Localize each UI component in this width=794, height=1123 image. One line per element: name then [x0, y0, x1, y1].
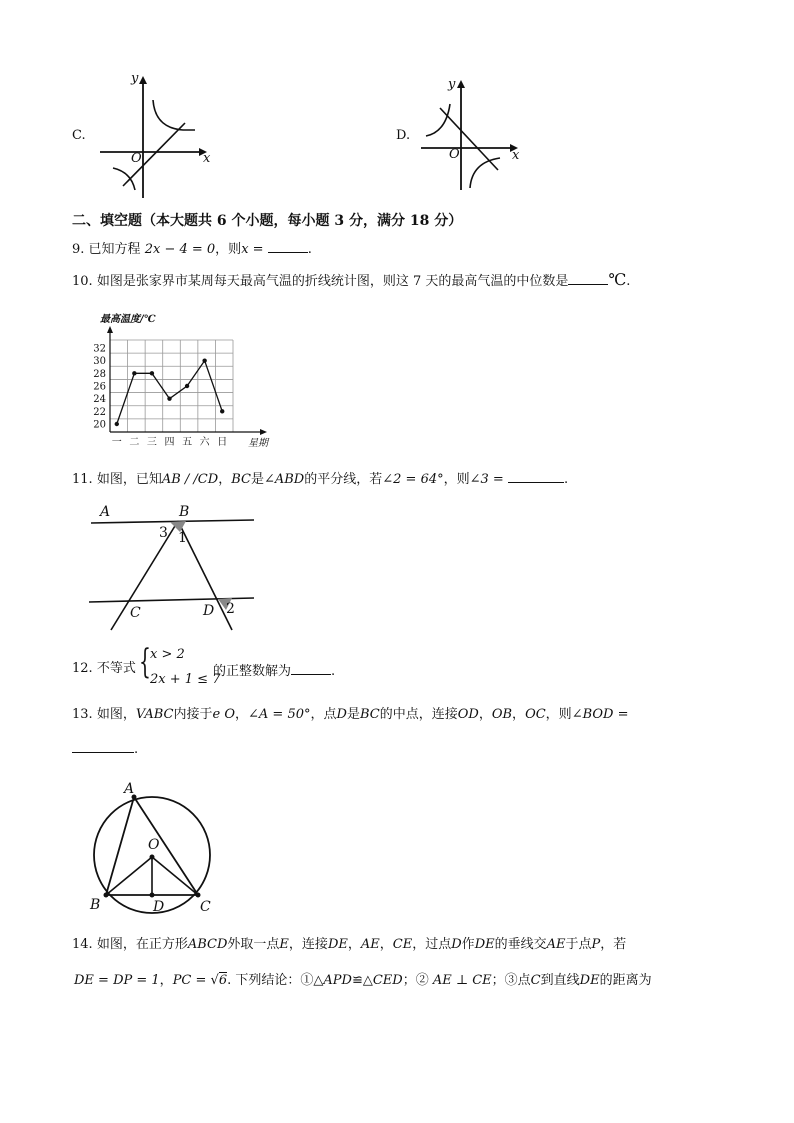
q14-ce: CE [392, 937, 413, 952]
q9-text-b: ，则 [215, 242, 242, 257]
question-14-line-1 [72, 938, 626, 951]
y-axis-arrow [457, 80, 465, 88]
q12-number: 12. [72, 661, 93, 676]
q13-answer-blank[interactable] [72, 740, 134, 753]
q14-apd: APD [323, 973, 352, 988]
label-o: O [148, 837, 160, 853]
x-tick-label: 一 [111, 437, 122, 448]
q13-text-b: 内接于 [173, 707, 213, 722]
q12-number-text [72, 662, 136, 675]
q14-de: DE [327, 937, 348, 952]
q11-sep: ， [218, 472, 232, 487]
q11-end: . [563, 472, 569, 487]
q12-text-a: 不等式 [96, 661, 136, 676]
data-point [132, 371, 136, 375]
q13-blank-line [72, 740, 138, 756]
q9-end: . [307, 242, 312, 257]
y-label: y [448, 77, 456, 92]
q9-variable: x = [241, 242, 264, 257]
q12-ineq-1: x > 2 [150, 647, 185, 662]
hyperbola-upper [153, 100, 195, 130]
q14-ae: AE [546, 937, 566, 952]
section-heading: 二、填空题（本大题共 6 个小题，每小题 3 分，满分 18 分） [72, 213, 463, 229]
q13-bc: BC [359, 707, 380, 722]
q12-ineq-2: 2x + 1 ≤ 7 [150, 672, 221, 687]
q12-end: . [331, 664, 336, 679]
graph-d [418, 74, 528, 194]
label-1: 1 [178, 530, 187, 546]
question-13 [72, 708, 628, 721]
data-point [115, 422, 119, 426]
q13-circle: e O [212, 707, 235, 722]
point-d [150, 893, 155, 898]
y-axis-arrow [107, 326, 113, 333]
q14-text: 外取一点 [227, 937, 280, 952]
q13-text-f: ，则 [545, 707, 572, 722]
q14-sep: ， [379, 937, 393, 952]
q13-given: ∠A = 50° [248, 707, 311, 722]
q14-de: DE [579, 973, 600, 988]
y-label: y [131, 71, 139, 86]
label-d: D [153, 899, 165, 915]
q11-angle: ∠ABD [263, 472, 305, 487]
q13-od: OD [457, 707, 479, 722]
hyperbola-lower [113, 168, 135, 190]
label-3: 3 [159, 525, 168, 541]
q12-answer-blank[interactable] [291, 662, 331, 675]
y-tick-label: 28 [93, 368, 106, 380]
origin-label: O [131, 151, 142, 166]
x-axis-arrow [260, 429, 267, 435]
q12-rest [213, 662, 335, 678]
q13-d: D [336, 707, 347, 722]
q13-sep3: ， [512, 707, 526, 722]
q14-text: 的垂线交 [494, 937, 547, 952]
x-label: x [203, 151, 211, 166]
q14-equality: DE = DP = 1 [74, 973, 160, 988]
q13-end: . [134, 742, 139, 757]
option-d-label: D. [396, 128, 411, 143]
y-tick-label: 30 [93, 356, 106, 368]
q14-text: 如图，在正方形 [96, 937, 188, 952]
q9-text: 已知方程 [88, 242, 141, 257]
q11-parallel: AB / /CD [161, 472, 219, 487]
q14-e: E [279, 937, 289, 952]
q14-d: D [451, 937, 462, 952]
label-2: 2 [226, 601, 235, 617]
q14-text: 到直线 [540, 973, 580, 988]
y-tick-label: 20 [93, 419, 106, 431]
question-9 [72, 240, 312, 256]
q13-number: 13. [72, 707, 93, 722]
q14-ae: AE [360, 937, 380, 952]
q13-ob: OB [491, 707, 513, 722]
q10-answer-blank[interactable] [568, 272, 608, 285]
q11-text-b: 是 [250, 472, 264, 487]
label-a: A [124, 781, 135, 797]
label-b: B [90, 897, 101, 913]
q11-text-d: ，则 [443, 472, 470, 487]
q14-text: ，若 [600, 937, 627, 952]
q13-text-a: 如图， [96, 707, 136, 722]
option-c-label: C. [72, 128, 86, 143]
x-tick-label: 四 [164, 437, 175, 448]
label-c: C [200, 899, 211, 915]
q10-number: 10. [72, 274, 93, 289]
segment-ob [106, 857, 152, 895]
label-d: D [203, 603, 215, 619]
q14-abcd: ABCD [187, 937, 228, 952]
q13-text-e: 的中点，连接 [379, 707, 458, 722]
q13-ask: ∠BOD = [571, 707, 629, 722]
x-tick-label: 五 [182, 437, 193, 448]
q14-text: ，过点 [412, 937, 452, 952]
label-a: A [100, 504, 111, 520]
q9-answer-blank[interactable] [268, 240, 308, 253]
q14-congruent: ≌△ [351, 973, 373, 988]
hyperbola-upper [426, 104, 450, 136]
y-axis-arrow [139, 76, 147, 84]
origin-label: O [449, 147, 460, 162]
question-14-line-2 [74, 974, 652, 987]
data-point [185, 384, 189, 388]
q9-equation: 2x − 4 = 0 [144, 242, 216, 257]
q11-bc: BC [231, 472, 251, 487]
segment-oc [152, 857, 198, 895]
circle-triangle-figure [84, 775, 224, 917]
question-11 [72, 470, 568, 486]
chart-grid [110, 340, 233, 432]
x-tick-label: 二 [129, 437, 140, 448]
q14-text: ；③点 [491, 973, 531, 988]
q13-oc: OC [525, 707, 546, 722]
q14-p: P [591, 937, 601, 952]
line-bc [111, 521, 178, 630]
q11-number: 11. [72, 472, 93, 487]
point-o [150, 855, 155, 860]
data-point [167, 396, 171, 400]
q14-perp: AE ⊥ CE [432, 973, 492, 988]
point-c [196, 893, 201, 898]
data-point [202, 358, 206, 362]
q14-text: . 下列结论：①△ [227, 973, 324, 988]
q12-brace: { [139, 642, 151, 682]
q13-triangle: VABC [135, 707, 174, 722]
q11-ask: ∠3 = [469, 472, 504, 487]
q11-text-c: 的平分线，若 [304, 472, 383, 487]
y-tick-label: 22 [93, 406, 106, 418]
q11-text-a: 如图，已知 [96, 472, 162, 487]
data-point [150, 371, 154, 375]
graph-c [95, 68, 220, 203]
q14-text: 于点 [565, 937, 592, 952]
q13-sep1: ， [234, 707, 248, 722]
q14-text: ；② [402, 973, 433, 988]
q14-de: DE [474, 937, 495, 952]
chart-xlabel: 星期 [248, 438, 268, 449]
x-label: x [512, 148, 520, 163]
q10-end: . [626, 274, 631, 289]
temperature-line-chart [88, 308, 288, 454]
q13-text-c: ，点 [310, 707, 337, 722]
x-tick-label: 三 [146, 437, 157, 448]
parallel-lines-figure [86, 500, 266, 635]
data-point [220, 409, 224, 413]
x-tick-label: 日 [217, 437, 228, 448]
label-b: B [179, 504, 190, 520]
q13-sep2: ， [478, 707, 492, 722]
q14-text: 作 [461, 937, 475, 952]
q10-text: 如图是张家界市某周每天最高气温的折线统计图，则这 7 天的最高气温的中位数是 [96, 274, 569, 289]
question-10 [72, 272, 630, 288]
q14-text: 的距离为 [599, 973, 652, 988]
q14-sep: ， [159, 973, 173, 988]
y-tick-label: 32 [93, 343, 106, 355]
q14-text: ，连接 [288, 937, 328, 952]
hyperbola-lower [470, 158, 500, 188]
q14-root: 6 [218, 973, 228, 988]
chart-ylabel: 最高温度/℃ [100, 314, 156, 325]
label-c: C [130, 605, 141, 621]
q14-pc: PC = [172, 973, 207, 988]
y-tick-label: 24 [93, 394, 106, 406]
q13-text-d: 是 [346, 707, 360, 722]
q10-unit: ℃ [608, 270, 627, 289]
q14-ced: CED [372, 973, 403, 988]
sqrt-sign: √ [210, 973, 219, 988]
point-b [104, 893, 109, 898]
q11-answer-blank[interactable] [508, 470, 564, 483]
q11-given: ∠2 = 64° [382, 472, 444, 487]
q14-number: 14. [72, 937, 93, 952]
x-tick-label: 六 [199, 437, 210, 448]
q14-c: C [530, 973, 541, 988]
q14-sep: ， [347, 937, 361, 952]
q12-text-b: 的正整数解为 [213, 664, 292, 679]
y-tick-label: 26 [93, 381, 106, 393]
q9-number: 9. [72, 242, 85, 257]
